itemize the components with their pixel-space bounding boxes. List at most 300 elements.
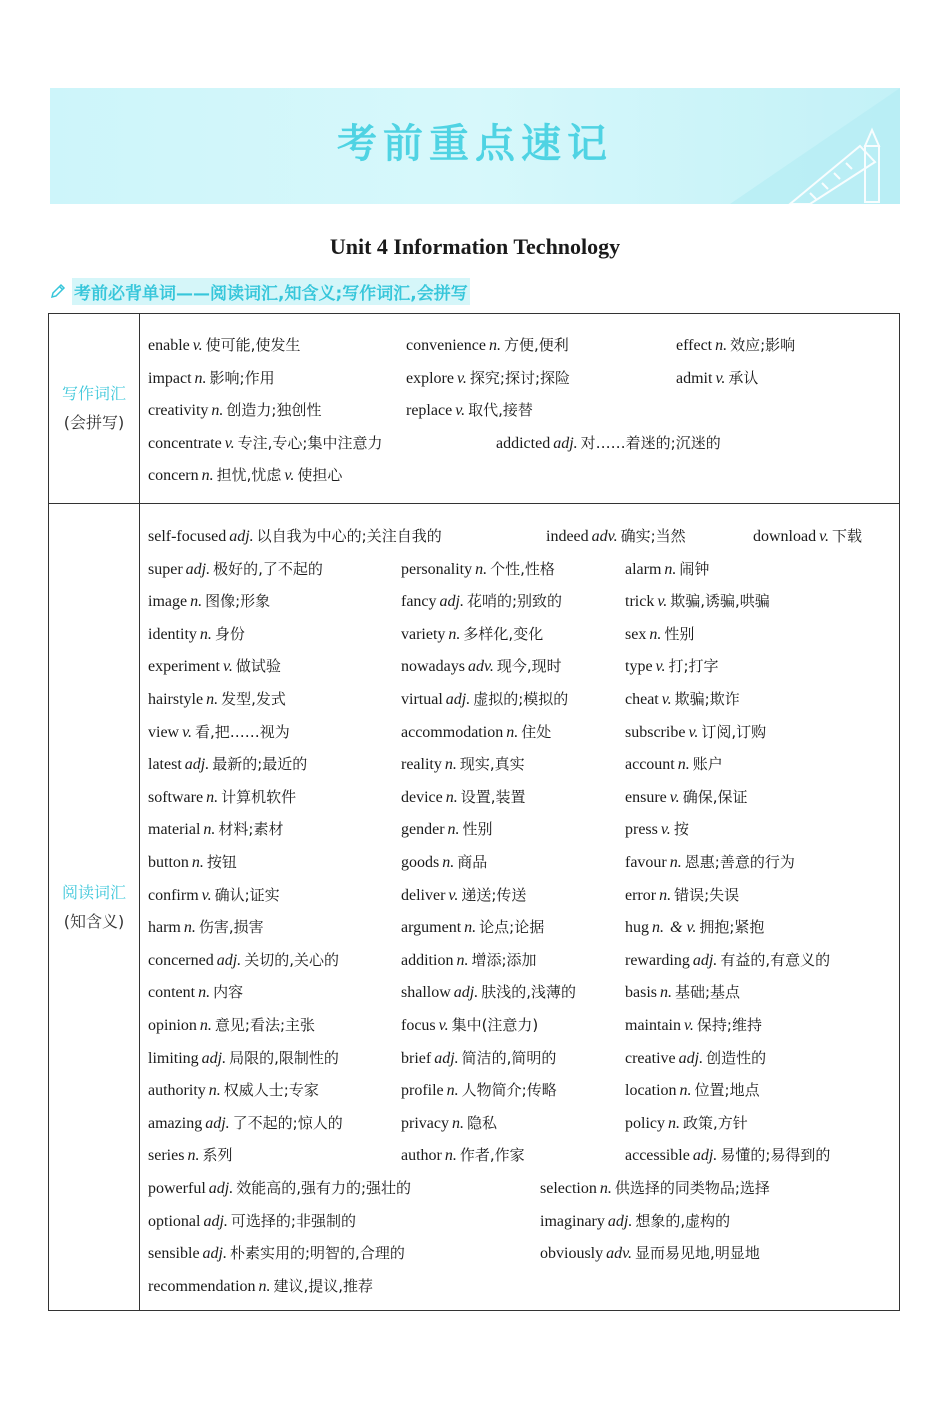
part-of-speech: n. — [668, 1114, 680, 1132]
meaning: 确实;当然 — [620, 527, 686, 545]
word-entry — [625, 883, 739, 908]
word: download — [753, 528, 817, 545]
meaning: 专注,专心;集中注意力 — [237, 433, 383, 452]
word-entry — [753, 524, 862, 549]
meaning: 探究;探讨;探险 — [469, 368, 571, 387]
word: personality — [401, 560, 473, 578]
meaning: 欺骗,诱骗,哄骗 — [670, 592, 770, 611]
meaning: 效应;影响 — [730, 336, 796, 354]
word: cheat — [625, 691, 659, 708]
word-entry — [148, 1274, 373, 1299]
word-entry — [625, 654, 719, 679]
word: obviously — [540, 1245, 604, 1263]
word: view — [148, 723, 180, 741]
meaning: 欺骗;欺诈 — [674, 690, 740, 708]
word-entry — [625, 850, 795, 875]
word: effect — [676, 337, 713, 354]
part-of-speech: adj. — [203, 1212, 228, 1230]
word: self-focused — [148, 528, 227, 545]
part-of-speech: n. — [206, 788, 219, 806]
word-entry — [625, 948, 830, 973]
word-entry — [401, 915, 544, 940]
word-entry — [148, 752, 307, 777]
part-of-speech: n. — [488, 337, 501, 354]
word: basis — [625, 984, 657, 1002]
meaning: 材料;素材 — [218, 820, 284, 839]
meaning: 想象的,虚构的 — [635, 1211, 731, 1230]
meaning: 商品 — [457, 853, 488, 871]
word-entry — [148, 333, 300, 358]
part-of-speech: v. — [182, 723, 193, 741]
word-entry — [625, 1078, 760, 1103]
meaning: 使可能,使发生 — [205, 336, 301, 354]
word: focus — [401, 1017, 436, 1034]
word: policy — [625, 1114, 665, 1132]
meaning: 局限的,限制性的 — [229, 1048, 339, 1067]
word-entry — [676, 333, 795, 358]
part-of-speech: n. — [198, 984, 211, 1002]
word: addicted — [496, 434, 551, 452]
writing-label — [49, 379, 139, 437]
meaning: 极好的,了不起的 — [213, 559, 323, 578]
meaning: 意见;看法;主张 — [214, 1016, 315, 1034]
word: experiment — [148, 658, 220, 676]
meaning: 位置;地点 — [694, 1081, 760, 1100]
word: authority — [148, 1082, 206, 1100]
part-of-speech: v. — [657, 593, 668, 611]
writing-note: (会拼写) — [63, 413, 125, 432]
word: recommendation — [148, 1277, 256, 1295]
word-entry — [148, 654, 281, 679]
meaning: 简洁的,简明的 — [461, 1048, 557, 1067]
word: amazing — [148, 1114, 203, 1132]
word-entry — [401, 883, 526, 908]
meaning: 肤浅的,浅薄的 — [481, 983, 577, 1002]
unit-title: Unit 4 Information Technology — [329, 234, 621, 259]
part-of-speech: adj. — [553, 434, 578, 452]
word-entry — [148, 1111, 343, 1136]
meaning: 政策,方针 — [683, 1113, 748, 1132]
part-of-speech: n. — [447, 821, 460, 839]
word-entry — [148, 1143, 232, 1168]
word-entry — [625, 817, 689, 842]
meaning: 可选择的;非强制的 — [230, 1211, 356, 1230]
part-of-speech: n. — [187, 1147, 200, 1165]
word-entry — [148, 980, 243, 1005]
word-entry — [540, 1209, 730, 1234]
part-of-speech: n. — [444, 1147, 457, 1165]
part-of-speech: v. — [819, 528, 830, 545]
word-entry — [401, 980, 576, 1005]
meaning: 基础;基点 — [675, 983, 741, 1002]
meaning: 以自我为中心的;关注自我的 — [256, 527, 442, 545]
word: type — [625, 658, 653, 676]
word-entry — [401, 1111, 497, 1136]
meaning: 打;打字 — [668, 657, 719, 676]
word-entry — [148, 948, 339, 973]
meaning: 身份 — [214, 624, 245, 643]
meaning: 错误;失误 — [674, 885, 740, 904]
part-of-speech: n. — [208, 1082, 221, 1100]
meaning: 显而易见地,明显地 — [635, 1244, 760, 1263]
part-of-speech: n. — [677, 756, 690, 774]
word: hairstyle — [148, 691, 204, 708]
word-entry — [401, 1078, 557, 1103]
word: goods — [401, 854, 440, 871]
meaning: 现实,真实 — [459, 755, 525, 774]
meaning: 系列 — [202, 1146, 233, 1165]
part-of-speech: adj. — [208, 1180, 234, 1197]
part-of-speech: n. — [456, 951, 469, 969]
meaning: 花哨的;别致的 — [466, 592, 563, 611]
word-entry — [625, 687, 740, 712]
banner-title: 考前重点速记 — [337, 121, 613, 167]
meaning: 订阅,订购 — [701, 722, 767, 741]
part-of-speech: n. — [715, 337, 728, 354]
word: harm — [148, 919, 181, 937]
word: gender — [401, 821, 445, 839]
word-entry — [148, 1209, 356, 1234]
word-entry — [406, 366, 570, 391]
word: impact — [148, 369, 192, 387]
word-entry — [540, 1176, 770, 1201]
part-of-speech: n. — [442, 854, 455, 871]
part-of-speech: v. — [201, 886, 212, 904]
word: admit — [676, 369, 713, 387]
word: creativity — [148, 402, 209, 420]
word-entry — [540, 1241, 760, 1266]
meaning: 计算机软件 — [221, 787, 297, 806]
word: replace — [406, 402, 453, 420]
meaning: 闹钟 — [679, 559, 710, 578]
word: author — [401, 1147, 442, 1165]
word-entry — [625, 622, 694, 647]
meaning: 了不起的;惊人的 — [232, 1113, 343, 1132]
part-of-speech: v. — [655, 658, 666, 676]
word-entry — [148, 398, 321, 423]
word: location — [625, 1082, 677, 1100]
meaning: 按钮 — [206, 853, 237, 871]
meaning: 伤害,损害 — [198, 918, 264, 937]
meaning: 确保,保证 — [682, 787, 748, 806]
word: device — [401, 788, 443, 806]
meaning: 使担心 — [297, 466, 343, 485]
part-of-speech: & v. — [670, 919, 697, 937]
writing-category: 写作词汇 — [61, 384, 126, 403]
word-entry — [148, 1013, 315, 1038]
part-of-speech: adj. — [439, 593, 464, 611]
part-of-speech: n. — [649, 625, 662, 643]
part-of-speech: n. — [652, 919, 664, 937]
word-entry — [546, 524, 686, 549]
meaning: 朴素实用的;明智的,合理的 — [230, 1244, 405, 1263]
word: accommodation — [401, 723, 504, 741]
word-entry — [148, 785, 296, 810]
word-entry — [401, 785, 526, 810]
part-of-speech: v. — [192, 337, 203, 354]
word: virtual — [401, 691, 443, 708]
word: creative — [625, 1049, 676, 1067]
word-entry — [148, 463, 342, 488]
word-entry — [625, 1111, 748, 1136]
word-entry — [148, 366, 275, 391]
meaning: 效能高的,强有力的;强壮的 — [236, 1179, 412, 1197]
meaning: 内容 — [213, 983, 244, 1002]
part-of-speech: n. — [660, 984, 672, 1002]
word: subscribe — [625, 723, 686, 741]
word: confirm — [148, 886, 199, 904]
word: identity — [148, 625, 197, 643]
word-entry — [625, 915, 764, 940]
part-of-speech: adj. — [185, 560, 211, 578]
word-entry — [401, 720, 551, 745]
part-of-speech: adj. — [607, 1212, 633, 1230]
word: convenience — [406, 337, 486, 354]
word-entry — [148, 557, 323, 582]
part-of-speech: n. — [445, 788, 458, 806]
word: latest — [148, 756, 182, 774]
meaning: 最新的;最近的 — [212, 755, 308, 774]
word-entry — [148, 431, 382, 456]
word-entry — [625, 980, 740, 1005]
part-of-speech: n. — [183, 919, 196, 937]
word-entry — [406, 333, 569, 358]
column-divider — [139, 314, 140, 1310]
word-entry — [401, 1046, 556, 1071]
part-of-speech: n. — [679, 1082, 692, 1100]
reading-category: 阅读词汇 — [61, 883, 126, 902]
word-entry — [625, 785, 747, 810]
word: material — [148, 821, 201, 839]
word-entry — [625, 589, 770, 614]
part-of-speech: n. — [206, 691, 219, 708]
part-of-speech: n. — [475, 560, 488, 578]
word-entry — [401, 1013, 538, 1038]
word-entry — [676, 366, 758, 391]
part-of-speech: v. — [660, 821, 671, 839]
meaning: 人物简介;传略 — [461, 1081, 557, 1100]
word: sensible — [148, 1245, 200, 1263]
word-entry — [148, 720, 290, 745]
meaning: 确认;证实 — [214, 885, 280, 904]
meaning: 递送;传送 — [461, 885, 527, 904]
word: reality — [401, 756, 442, 774]
word: concern — [148, 467, 199, 485]
word: powerful — [148, 1180, 206, 1197]
word: maintain — [625, 1017, 681, 1034]
pencil-icon — [50, 283, 66, 299]
word-entry — [625, 557, 709, 582]
part-of-speech: n. — [199, 625, 212, 643]
ruler-pencil-icon — [670, 88, 900, 204]
word: brief — [401, 1049, 432, 1067]
part-of-speech: n. — [669, 854, 682, 871]
word: concentrate — [148, 434, 222, 452]
word-entry — [625, 752, 723, 777]
word-entry — [625, 1013, 762, 1038]
part-of-speech: n. — [464, 919, 477, 937]
word: button — [148, 854, 189, 871]
word-entry — [401, 557, 555, 582]
meaning: 保持;维持 — [696, 1016, 762, 1034]
word: deliver — [401, 886, 446, 904]
word: image — [148, 593, 188, 611]
part-of-speech: n. — [258, 1277, 271, 1295]
part-of-speech: n. — [664, 560, 677, 578]
part-of-speech: v. — [438, 1017, 449, 1034]
part-of-speech: n. — [444, 756, 457, 774]
word-entry — [401, 687, 568, 712]
part-of-speech: n. — [448, 625, 461, 643]
word: trick — [625, 593, 655, 611]
reading-note: (知含义) — [63, 912, 125, 931]
vocabulary-table — [48, 313, 900, 1311]
word-entry — [148, 589, 270, 614]
part-of-speech: adj. — [434, 1049, 459, 1067]
part-of-speech: v. — [456, 369, 467, 387]
word: hug — [625, 919, 649, 937]
meaning: 取代,接替 — [468, 401, 533, 420]
header-banner — [50, 88, 900, 204]
meaning: 恩惠;善意的行为 — [684, 853, 795, 871]
meaning: 设置,装置 — [460, 787, 526, 806]
meaning: 做试验 — [235, 657, 281, 676]
meaning: 方便,便利 — [503, 336, 569, 354]
part-of-speech: v. — [661, 691, 672, 708]
meaning: 图像;形象 — [205, 592, 271, 611]
part-of-speech: n. — [190, 593, 203, 611]
part-of-speech: v. — [448, 886, 459, 904]
part-of-speech: n. — [201, 467, 214, 485]
meaning: 发型,发式 — [221, 690, 286, 708]
word: argument — [401, 919, 462, 937]
part-of-speech: adv. — [467, 658, 494, 676]
meaning: 承认 — [728, 368, 759, 387]
part-of-speech: n. — [203, 821, 216, 839]
meaning: 现今,现时 — [496, 657, 562, 676]
meaning: 创造性的 — [706, 1048, 767, 1067]
part-of-speech: adj. — [216, 951, 242, 969]
word: limiting — [148, 1049, 199, 1067]
meaning: 论点;论据 — [479, 918, 545, 937]
word: alarm — [625, 560, 662, 578]
part-of-speech: adj. — [678, 1049, 704, 1067]
part-of-speech: v. — [669, 788, 680, 806]
part-of-speech: v. — [455, 402, 466, 420]
word-entry — [401, 622, 543, 647]
meaning: 集中(注意力) — [451, 1016, 539, 1034]
word: series — [148, 1147, 185, 1165]
meaning: 创造力;独创性 — [226, 401, 322, 420]
word: content — [148, 984, 196, 1002]
meaning: 个性,性格 — [490, 559, 555, 578]
part-of-speech: n. — [211, 402, 224, 420]
word-entry — [148, 850, 237, 875]
word-entry — [401, 752, 525, 777]
part-of-speech: adj. — [229, 528, 254, 545]
part-of-speech: adv. — [591, 528, 618, 545]
word: opinion — [148, 1017, 197, 1034]
meaning: 增添;添加 — [471, 950, 537, 969]
part-of-speech: v. — [224, 434, 235, 452]
meaning: 对……着迷的;沉迷的 — [580, 433, 721, 452]
word: enable — [148, 337, 190, 354]
word: indeed — [546, 528, 589, 545]
meaning: 住处 — [521, 722, 552, 741]
meaning: 看,把……视为 — [195, 722, 290, 741]
word: super — [148, 560, 183, 578]
word: addition — [401, 951, 454, 969]
word-entry — [401, 817, 493, 842]
word-entry — [625, 720, 766, 745]
word-entry — [406, 398, 533, 423]
word-entry — [148, 915, 264, 940]
word: optional — [148, 1212, 201, 1230]
part-of-speech: n. — [506, 723, 519, 741]
word-entry — [148, 622, 245, 647]
meaning: 影响;作用 — [209, 368, 275, 387]
part-of-speech: n. — [194, 369, 207, 387]
meaning: 担忧,忧虑 — [216, 466, 282, 485]
part-of-speech: v. — [688, 723, 699, 741]
word: software — [148, 788, 204, 806]
meaning: 作者,作家 — [459, 1146, 525, 1165]
reading-label — [49, 878, 139, 936]
part-of-speech: n. — [451, 1114, 464, 1132]
word-entry — [148, 687, 286, 712]
word: nowadays — [401, 658, 465, 676]
row-divider — [49, 503, 899, 504]
word: account — [625, 756, 675, 774]
word-entry — [148, 1176, 411, 1201]
word: favour — [625, 854, 667, 871]
meaning: 虚拟的;模拟的 — [473, 690, 569, 708]
meaning: 下载 — [832, 527, 863, 545]
word-entry — [148, 1078, 319, 1103]
word-entry — [401, 850, 487, 875]
word: sex — [625, 625, 647, 643]
part-of-speech: v. — [222, 658, 233, 676]
meaning: 性别 — [664, 624, 695, 643]
part-of-speech: n. — [191, 854, 204, 871]
word-entry — [148, 524, 442, 549]
word: imaginary — [540, 1212, 605, 1230]
word: ensure — [625, 788, 667, 806]
part-of-speech: adj. — [453, 984, 479, 1002]
word-entry — [401, 589, 562, 614]
meaning: 隐私 — [466, 1113, 497, 1132]
word-entry — [148, 1241, 405, 1266]
word-entry — [401, 948, 537, 973]
meaning: 权威人士;专家 — [223, 1081, 319, 1100]
word: press — [625, 821, 658, 839]
part-of-speech: adj. — [692, 951, 718, 969]
meaning: 建议,提议,推荐 — [273, 1276, 374, 1295]
subheading-text: 考前必背单词——阅读词汇,知含义;写作词汇,会拼写 — [72, 278, 470, 305]
word: privacy — [401, 1114, 449, 1132]
word-entry — [148, 883, 280, 908]
part-of-speech: adj. — [205, 1114, 230, 1132]
word-entry — [148, 1046, 339, 1071]
word: profile — [401, 1082, 444, 1100]
meaning: 多样化,变化 — [463, 624, 544, 643]
word: variety — [401, 625, 446, 643]
word: selection — [540, 1180, 597, 1197]
part-of-speech: adv. — [606, 1245, 633, 1263]
part-of-speech: adj. — [201, 1049, 227, 1067]
part-of-speech: adj. — [184, 756, 210, 774]
section-subheading — [50, 278, 470, 304]
